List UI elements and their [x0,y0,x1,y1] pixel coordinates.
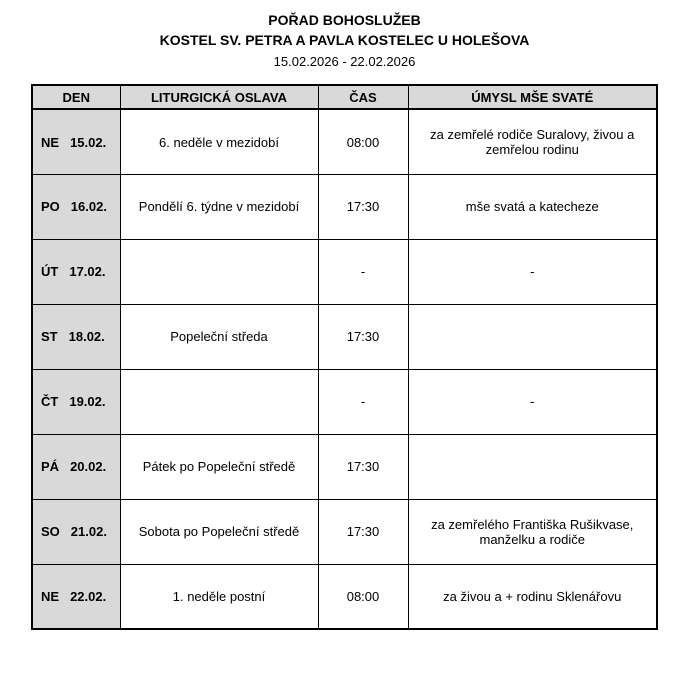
day-cell [32,564,120,629]
day-cell [32,304,120,369]
day-date: 20.02. [70,459,107,475]
intention-cell: - [408,369,657,434]
document-header [0,10,689,71]
celebration-cell: 6. neděle v mezidobí [120,109,318,174]
time-cell: 17:30 [318,174,408,239]
column-header-liturgicka-oslava: LITURGICKÁ OSLAVA [120,85,318,109]
celebration-cell: 1. neděle postní [120,564,318,629]
day-date: 21.02. [70,524,107,540]
table-row [32,239,657,304]
day-abbr: NE [41,589,60,605]
date-range: 15.02.2026 - 22.02.2026 [273,53,416,69]
table-row [32,109,657,174]
time-cell: 08:00 [318,109,408,174]
time-cell: 17:30 [318,434,408,499]
day-date: 18.02. [68,329,105,345]
day-date: 17.02. [69,264,106,280]
day-date: 22.02. [70,589,107,605]
day-cell [32,239,120,304]
column-header-den: DEN [32,85,120,109]
day-date: 16.02. [70,199,107,215]
time-cell: - [318,239,408,304]
table-header-row [32,85,657,109]
celebration-cell [120,369,318,434]
intention-cell: mše svatá a katecheze [408,174,657,239]
day-abbr: ÚT [41,264,59,280]
day-cell [32,434,120,499]
time-cell: - [318,369,408,434]
day-date: 15.02. [70,134,107,150]
celebration-cell: Pátek po Popeleční středě [120,434,318,499]
table-row [32,564,657,629]
table-row [32,434,657,499]
table-row [32,304,657,369]
celebration-cell: Pondělí 6. týdne v mezidobí [120,174,318,239]
intention-cell [408,434,657,499]
day-abbr: NE [41,134,60,150]
intention-cell: za zemřelé rodiče Suralovy, živou a zemřelou rodinu [408,109,657,174]
day-cell [32,174,120,239]
document-title: POŘAD BOHOSLUŽEB [268,12,421,28]
celebration-cell: Sobota po Popeleční středě [120,499,318,564]
day-cell [32,499,120,564]
intention-cell: za zemřelého Františka Rušikvase, manželku a rodiče [408,499,657,564]
time-cell: 17:30 [318,304,408,369]
intention-cell: za živou a + rodinu Sklenářovu [408,564,657,629]
day-abbr: ČT [41,394,59,410]
intention-cell [408,304,657,369]
celebration-cell [120,239,318,304]
table-row [32,499,657,564]
celebration-cell: Popeleční středa [120,304,318,369]
time-cell: 17:30 [318,499,408,564]
day-abbr: ST [41,329,58,345]
day-date: 19.02. [69,394,106,410]
church-name: KOSTEL SV. PETRA A PAVLA KOSTELEC U HOLEŠOVA [159,32,530,49]
column-header-cas: ČAS [318,85,408,109]
day-abbr: PÁ [41,459,60,475]
table-row [32,174,657,239]
table-row [32,369,657,434]
day-abbr: SO [41,524,60,540]
day-cell [32,369,120,434]
service-schedule-table [31,84,658,630]
time-cell: 08:00 [318,564,408,629]
day-abbr: PO [41,199,60,215]
column-header-umysl: ÚMYSL MŠE SVATÉ [408,85,657,109]
intention-cell: - [408,239,657,304]
day-cell [32,109,120,174]
